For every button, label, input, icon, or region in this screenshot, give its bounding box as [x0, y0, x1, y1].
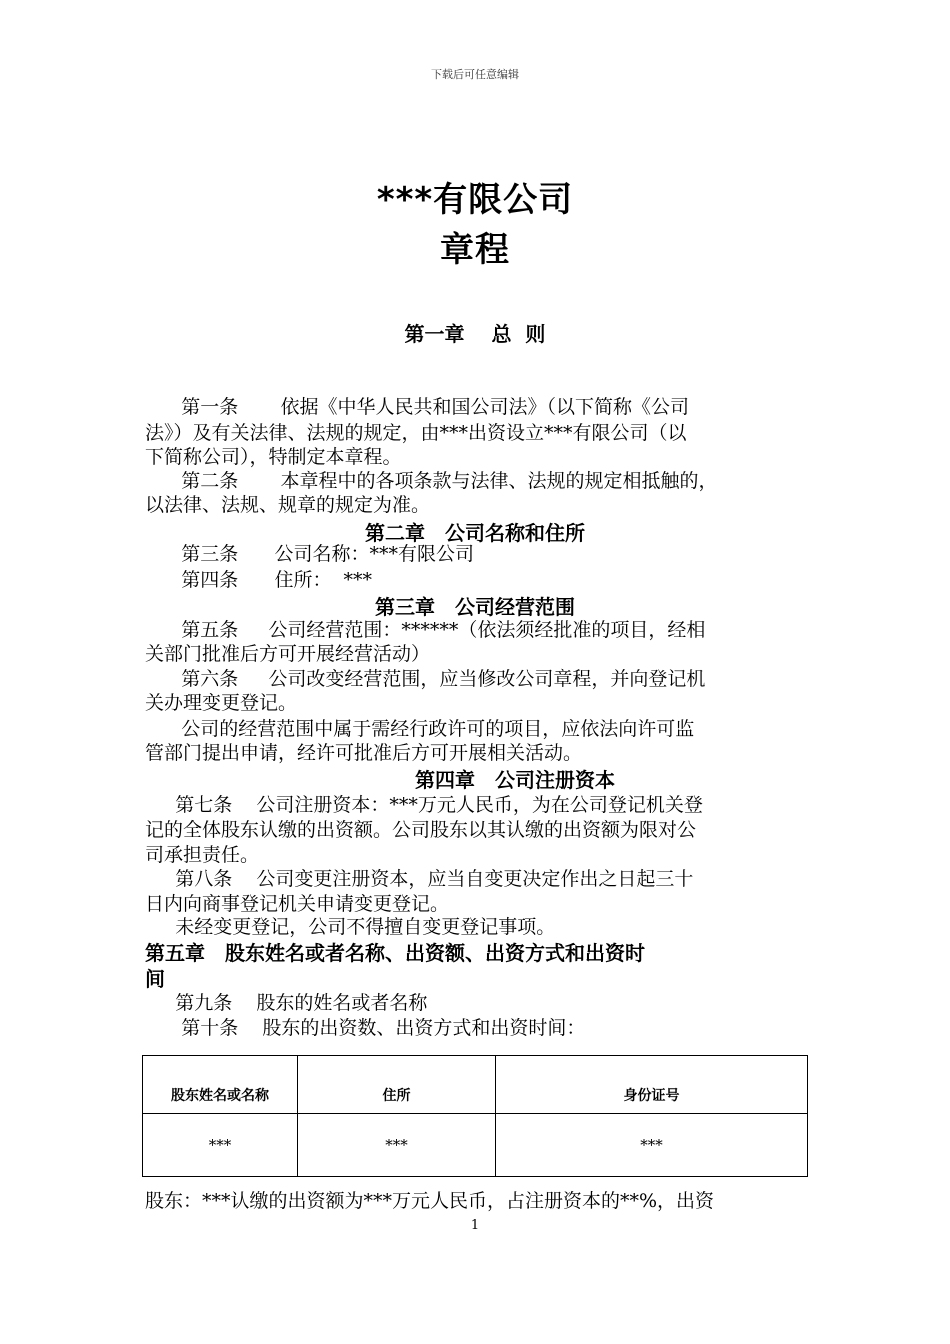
- article-line: 司承担责任。: [145, 844, 260, 866]
- chapter-2-heading: 第二章 公司名称和住所: [365, 521, 585, 545]
- chapter-4-heading: 第四章 公司注册资本: [415, 768, 615, 792]
- article-line: 未经变更登记，公司不得擅自变更登记事项。: [145, 916, 556, 938]
- table-header-cell: 住所: [298, 1056, 496, 1114]
- table-cell: ***: [298, 1114, 496, 1177]
- chapter-5-heading: 第五章 股东姓名或者名称、出资额、出资方式和出资时: [145, 941, 645, 965]
- article-line: 日内向商事登记机关申请变更登记。: [145, 893, 450, 915]
- article-line: 第六条 公司改变经营范围，应当修改公司章程，并向登记机: [145, 668, 706, 690]
- chapter-3-heading: 第三章 公司经营范围: [375, 595, 575, 619]
- document-subtitle: 章程: [440, 230, 510, 270]
- article-line: 下简称公司），特制定本章程。: [145, 446, 402, 468]
- article-line: 管部门提出申请，经许可批准后方可开展相关活动。: [145, 742, 583, 764]
- article-line: 股东：***认缴的出资额为***万元人民币，占注册资本的**%，出资: [145, 1190, 715, 1212]
- chapter-5-heading-cont: 间: [145, 967, 165, 991]
- article-line: 公司的经营范围中属于需经行政许可的项目，应依法向许可监: [145, 718, 695, 740]
- article-line: 记的全体股东认缴的出资额。公司股东以其认缴的出资额为限对公: [145, 819, 697, 841]
- article-line: 关部门批准后方可开展经营活动）: [145, 643, 431, 665]
- table-header-row: [143, 1056, 808, 1114]
- shareholder-table: [142, 1055, 808, 1177]
- article-line: 第七条 公司注册资本：***万元人民币，为在公司登记机关登: [145, 794, 703, 816]
- article-line: 第三条 公司名称：***有限公司: [145, 543, 474, 565]
- table-cell: ***: [143, 1114, 298, 1177]
- table-header-cell: 股东姓名或名称: [143, 1056, 298, 1114]
- article-line: 关办理变更登记。: [145, 692, 298, 714]
- article-line: 第四条 住所： ***: [145, 569, 373, 591]
- header-note: 下载后可任意编辑: [431, 68, 519, 81]
- document-title: ***有限公司: [376, 180, 574, 220]
- article-line: 法》）及有关法律、法规的规定，由***出资设立***有限公司（以: [145, 422, 687, 444]
- article-line: 第九条 股东的姓名或者名称: [145, 992, 428, 1014]
- article-line: 第一条 依据《中华人民共和国公司法》（以下简称《公司: [145, 396, 690, 418]
- article-line: 第八条 公司变更注册资本，应当自变更决定作出之日起三十: [145, 868, 694, 890]
- chapter-1-heading: 第一章 总 则: [404, 322, 546, 346]
- article-line: 第十条 股东的出资数、出资方式和出资时间：: [145, 1017, 586, 1039]
- table-cell: ***: [496, 1114, 808, 1177]
- article-line: 第五条 公司经营范围：******（依法须经批准的项目，经相: [145, 619, 706, 641]
- article-line: 第二条 本章程中的各项条款与法律、法规的规定相抵触的，: [145, 470, 718, 492]
- table-row: [143, 1114, 808, 1177]
- table-header-cell: 身份证号: [496, 1056, 808, 1114]
- page-number: 1: [470, 1218, 480, 1233]
- article-line: 以法律、法规、规章的规定为准。: [145, 494, 431, 516]
